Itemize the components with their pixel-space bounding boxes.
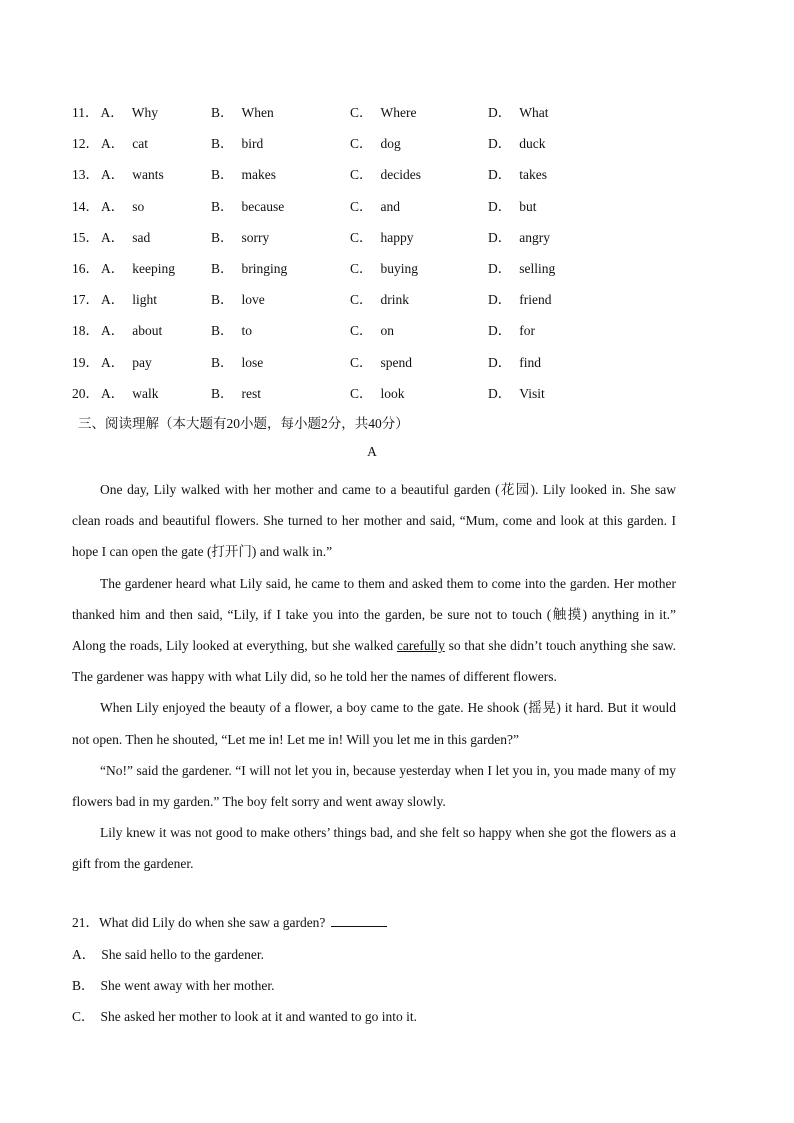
choice-b[interactable] bbox=[72, 974, 274, 994]
option-letter: A． bbox=[101, 136, 125, 152]
option-row bbox=[72, 163, 752, 183]
option-word: rest bbox=[241, 385, 262, 401]
choice-a[interactable] bbox=[72, 943, 264, 963]
option-letter: D． bbox=[488, 292, 512, 308]
option-letter: D． bbox=[488, 261, 512, 276]
option-letter: C． bbox=[350, 385, 373, 401]
option-word: When bbox=[241, 105, 274, 120]
option-row bbox=[72, 288, 752, 308]
option-letter: B． bbox=[211, 229, 234, 245]
option-word: selling bbox=[519, 261, 556, 276]
option-word: lose bbox=[241, 354, 264, 370]
option-d[interactable] bbox=[486, 351, 541, 371]
passage-paragraph-4: “No!” said the gardener. “I will not let you in, because yesterday when I let you in, you made many of my flowers bad in my garden.” The boy felt sorry and went away slowly. bbox=[72, 762, 676, 810]
option-letter: C． bbox=[350, 167, 373, 183]
option-c[interactable] bbox=[348, 163, 421, 183]
option-a[interactable] bbox=[72, 257, 175, 277]
option-a[interactable] bbox=[72, 382, 159, 402]
option-letter: C． bbox=[350, 261, 373, 276]
option-word: drink bbox=[380, 292, 410, 308]
option-letter: C． bbox=[350, 105, 373, 120]
option-row bbox=[72, 319, 752, 339]
option-word: cat bbox=[132, 136, 148, 152]
option-c[interactable] bbox=[348, 288, 409, 308]
option-word: pay bbox=[132, 354, 152, 370]
option-letter: D． bbox=[488, 198, 512, 214]
reading-passage bbox=[72, 474, 676, 880]
option-d[interactable] bbox=[486, 226, 550, 246]
option-word: and bbox=[380, 198, 401, 214]
option-row bbox=[72, 226, 752, 246]
option-letter: D． bbox=[488, 323, 512, 339]
option-d[interactable] bbox=[486, 382, 545, 402]
choice-text: She asked her mother to look at it and wanted to go into it. bbox=[100, 1009, 417, 1024]
option-word: but bbox=[519, 198, 537, 214]
question-number: 11． bbox=[72, 105, 99, 120]
option-word: walk bbox=[132, 385, 159, 401]
question-number: 14． bbox=[72, 198, 99, 214]
option-c[interactable] bbox=[348, 101, 417, 121]
option-d[interactable] bbox=[486, 163, 547, 183]
option-a[interactable] bbox=[72, 226, 150, 246]
question-number: 16． bbox=[72, 261, 99, 276]
option-letter: A． bbox=[101, 292, 125, 308]
question-text: 21．What did Lily do when she saw a garden? bbox=[72, 915, 326, 930]
option-letter: A． bbox=[101, 261, 125, 276]
option-row bbox=[72, 382, 752, 402]
choice-letter: C． bbox=[72, 1009, 95, 1024]
option-word: friend bbox=[519, 292, 552, 308]
question-number: 19． bbox=[72, 354, 99, 370]
option-a[interactable] bbox=[72, 195, 144, 215]
option-c[interactable] bbox=[348, 132, 401, 152]
option-word: takes bbox=[519, 167, 547, 183]
answer-blank[interactable] bbox=[331, 914, 387, 927]
passage-text: The gardener heard what Lily said, he came to them and asked them to come into the garden. Her mother thanked him and then said, “Lily, if I take you into the garden, be sure not to touch (触摸) anything in it.” Along the roads, Lily looked at everything, but she walked bbox=[72, 575, 676, 654]
option-word: on bbox=[380, 323, 395, 339]
option-word: find bbox=[519, 354, 541, 370]
option-letter: A． bbox=[101, 385, 125, 401]
option-b[interactable] bbox=[209, 382, 261, 402]
question-number: 15． bbox=[72, 229, 99, 245]
option-word: about bbox=[132, 323, 163, 339]
option-letter: C． bbox=[350, 229, 373, 245]
option-letter: D． bbox=[488, 229, 512, 245]
passage-paragraph-1: One day, Lily walked with her mother and came to a beautiful garden (花园). Lily looked in. She saw clean roads and beautiful flowers. She turned to her mother and said, “Mum, come and look at this garden. I hope I can open the gate (打开门) and walk in.” bbox=[72, 482, 676, 560]
option-letter: B． bbox=[211, 385, 234, 401]
option-word: dog bbox=[380, 136, 401, 152]
option-word: light bbox=[132, 292, 158, 308]
option-word: sad bbox=[132, 229, 151, 245]
option-c[interactable] bbox=[348, 319, 394, 339]
option-b[interactable] bbox=[209, 163, 276, 183]
option-word: to bbox=[241, 323, 253, 339]
option-a[interactable] bbox=[72, 319, 162, 339]
option-letter: D． bbox=[488, 136, 512, 152]
option-d[interactable] bbox=[486, 195, 537, 215]
option-word: bird bbox=[241, 136, 264, 152]
option-a[interactable] bbox=[72, 132, 148, 152]
option-c[interactable] bbox=[348, 351, 412, 371]
option-letter: A． bbox=[101, 323, 125, 339]
option-word: makes bbox=[241, 167, 277, 183]
option-d[interactable] bbox=[486, 319, 535, 339]
option-word: buying bbox=[380, 261, 419, 276]
option-d[interactable] bbox=[486, 257, 555, 277]
option-b[interactable] bbox=[209, 132, 263, 152]
section-title: 三、阅读理解（本大题有20小题，每小题2分，共40分） bbox=[78, 416, 409, 431]
option-word: for bbox=[519, 323, 535, 339]
option-b[interactable] bbox=[209, 351, 263, 371]
choice-text: She said hello to the gardener. bbox=[101, 947, 264, 962]
option-row bbox=[72, 132, 752, 152]
passage-paragraph-3: When Lily enjoyed the beauty of a flower, a boy came to the gate. He shook (摇晃) it hard. But it would not open. Then he shouted, “Let me in! Let me in! Will you let me in this garden?” bbox=[72, 700, 676, 747]
choice-c[interactable] bbox=[72, 1005, 417, 1025]
option-letter: D． bbox=[488, 105, 512, 120]
option-row bbox=[72, 101, 752, 121]
choice-letter: B． bbox=[72, 978, 95, 993]
option-letter: D． bbox=[488, 354, 512, 370]
option-a[interactable] bbox=[72, 351, 152, 371]
option-letter: B． bbox=[211, 198, 234, 214]
option-letter: B． bbox=[211, 292, 234, 308]
option-letter: C． bbox=[350, 323, 373, 339]
option-word: love bbox=[241, 292, 265, 308]
option-letter: C． bbox=[350, 292, 373, 308]
underlined-word: carefully bbox=[396, 638, 445, 654]
option-word: spend bbox=[380, 354, 413, 370]
option-letter: B． bbox=[211, 323, 234, 339]
option-d[interactable] bbox=[486, 101, 549, 121]
option-word: keeping bbox=[132, 261, 175, 276]
option-word: What bbox=[519, 105, 549, 120]
option-b[interactable] bbox=[209, 288, 265, 308]
option-letter: B． bbox=[211, 261, 234, 276]
option-letter: A． bbox=[101, 354, 125, 370]
option-c[interactable] bbox=[348, 257, 418, 277]
option-a[interactable] bbox=[72, 101, 158, 121]
option-c[interactable] bbox=[348, 195, 400, 215]
option-letter: C． bbox=[350, 198, 373, 214]
option-word: because bbox=[241, 198, 285, 214]
question-21 bbox=[72, 911, 387, 931]
option-word: wants bbox=[132, 167, 164, 183]
option-letter: B． bbox=[211, 105, 234, 120]
choice-text: She went away with her mother. bbox=[100, 978, 275, 993]
question-number: 20． bbox=[72, 385, 99, 401]
choice-letter: A． bbox=[72, 947, 96, 962]
option-row bbox=[72, 351, 752, 371]
passage-title: A bbox=[367, 444, 377, 459]
option-c[interactable] bbox=[348, 382, 405, 402]
option-a[interactable] bbox=[72, 163, 164, 183]
option-letter: A． bbox=[100, 105, 124, 120]
option-letter: C． bbox=[350, 136, 373, 152]
option-letter: B． bbox=[211, 136, 234, 152]
option-word: sorry bbox=[241, 229, 270, 245]
option-word: duck bbox=[519, 136, 546, 152]
option-row bbox=[72, 195, 752, 215]
question-number: 18． bbox=[72, 323, 99, 339]
option-letter: B． bbox=[211, 354, 234, 370]
option-word: so bbox=[132, 198, 145, 214]
question-number: 12． bbox=[72, 136, 99, 152]
question-number: 13． bbox=[72, 167, 99, 183]
option-b[interactable] bbox=[209, 319, 252, 339]
option-letter: D． bbox=[488, 385, 512, 401]
option-c[interactable] bbox=[348, 226, 414, 246]
option-word: happy bbox=[380, 229, 414, 245]
option-word: look bbox=[380, 385, 405, 401]
option-a[interactable] bbox=[72, 288, 157, 308]
option-letter: A． bbox=[101, 198, 125, 214]
option-b[interactable] bbox=[209, 257, 287, 277]
option-word: decides bbox=[380, 167, 421, 183]
option-letter: D． bbox=[488, 167, 512, 183]
option-letter: A． bbox=[101, 167, 125, 183]
option-word: Where bbox=[380, 105, 417, 120]
option-word: angry bbox=[519, 229, 550, 245]
option-word: Visit bbox=[519, 385, 545, 401]
passage-paragraph-5: Lily knew it was not good to make others’ things bad, and she felt so happy when she got the flowers as a gift from the gardener. bbox=[72, 825, 676, 872]
option-b[interactable] bbox=[209, 195, 284, 215]
question-number: 17． bbox=[72, 292, 99, 308]
option-word: Why bbox=[131, 105, 158, 120]
option-row bbox=[72, 257, 752, 277]
option-word: bringing bbox=[241, 261, 288, 276]
option-letter: C． bbox=[350, 354, 373, 370]
option-letter: B． bbox=[211, 167, 234, 183]
option-b[interactable] bbox=[209, 226, 269, 246]
option-d[interactable] bbox=[486, 132, 546, 152]
option-letter: A． bbox=[101, 229, 125, 245]
option-d[interactable] bbox=[486, 288, 551, 308]
passage-paragraph-2 bbox=[72, 568, 676, 693]
passage-text: so that she didn’t touch anything she saw. The gardener was happy with what Lily did, so he told her the names of different flowers. bbox=[72, 638, 676, 685]
option-b[interactable] bbox=[209, 101, 274, 121]
